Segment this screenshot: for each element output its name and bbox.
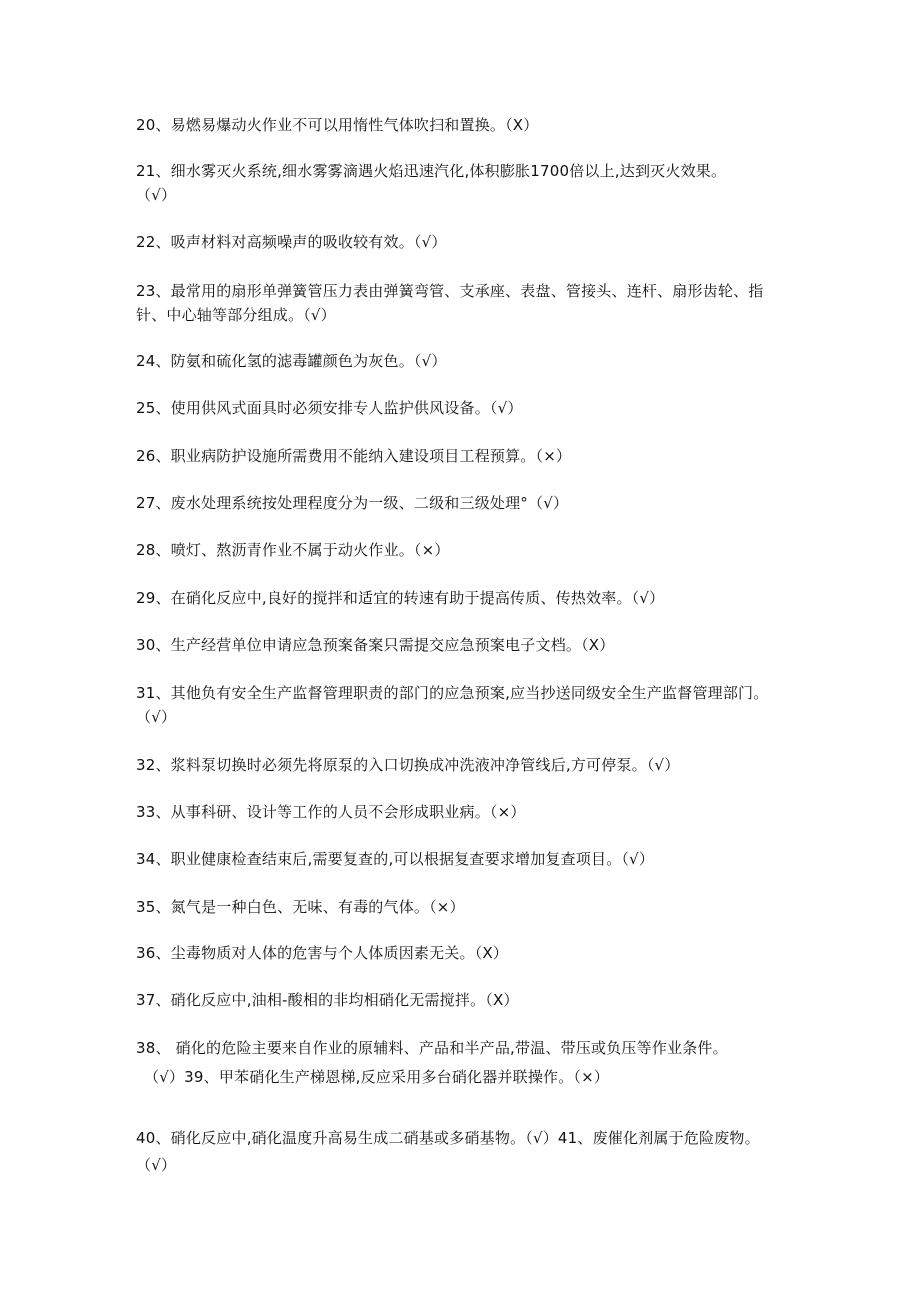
question-41-answer: （√） [136, 1156, 177, 1174]
question-30: 30、生产经营单位申请应急预案备案只需提交应急预案电子文档。（X） [136, 636, 615, 654]
question-29: 29、在硝化反应中,良好的搅拌和适宜的转速有助于提高传质、传热效率。（√） [136, 589, 665, 607]
question-25: 25、使用供风式面具时必须安排专人监护供风设备。（√） [136, 399, 523, 417]
question-40-41: 40、硝化反应中,硝化温度升高易生成二硝基或多硝基物。（√）41、废催化剂属于危险废物。 [136, 1129, 760, 1147]
question-28: 28、喷灯、熬沥青作业不属于动火作业。（×） [136, 541, 450, 559]
question-35: 35、氮气是一种白色、无味、有毒的气体。（×） [136, 898, 465, 916]
question-22: 22、吸声材料对高频噪声的吸收较有效。（√） [136, 233, 447, 251]
question-21: 21、细水雾灭火系统,细水雾雾滴遇火焰迅速汽化,体积膨胀1700倍以上,达到灭火效果。 [136, 162, 727, 180]
question-24: 24、防氨和硫化氢的滤毒罐颜色为灰色。（√） [136, 352, 447, 370]
question-34: 34、职业健康检查结束后,需要复查的,可以根据复查要求增加复查项目。（√） [136, 850, 655, 868]
question-23: 23、最常用的扇形单弹簧管压力表由弹簧弯管、支承座、表盘、管接头、连杆、扇形齿轮、指 [136, 282, 764, 300]
question-37: 37、硝化反应中,油相-酸相的非均相硝化无需搅拌。（X） [136, 991, 519, 1009]
question-21-answer: （√） [136, 186, 177, 204]
question-31-answer: （√） [136, 708, 177, 726]
question-31: 31、其他负有安全生产监督管理职责的部门的应急预案,应当抄送同级安全生产监督管理部门。 [136, 684, 769, 702]
question-32: 32、浆料泵切换时必须先将原泵的入口切换成冲洗液冲净管线后,方可停泵。（√） [136, 756, 680, 774]
question-20: 20、易燃易爆动火作业不可以用惰性气体吹扫和置换。（X） [136, 116, 539, 134]
question-38: 38、 硝化的危险主要来自作业的原辅料、产品和半产品,带温、带压或负压等作业条件。 [136, 1039, 728, 1057]
question-33: 33、从事科研、设计等工作的人员不会形成职业病。（×） [136, 803, 526, 821]
question-38-answer-and-39: （√）39、甲苯硝化生产梯恩梯,反应采用多台硝化器并联操作。（×） [144, 1068, 610, 1086]
question-23-continued: 针、中心轴等部分组成。（√） [136, 306, 336, 324]
question-36: 36、尘毒物质对人体的危害与个人体质因素无关。（X） [136, 944, 509, 962]
question-27: 27、废水处理系统按处理程度分为一级、二级和三级处理°（√） [136, 494, 569, 512]
question-26: 26、职业病防护设施所需费用不能纳入建设项目工程预算。（×） [136, 447, 572, 465]
